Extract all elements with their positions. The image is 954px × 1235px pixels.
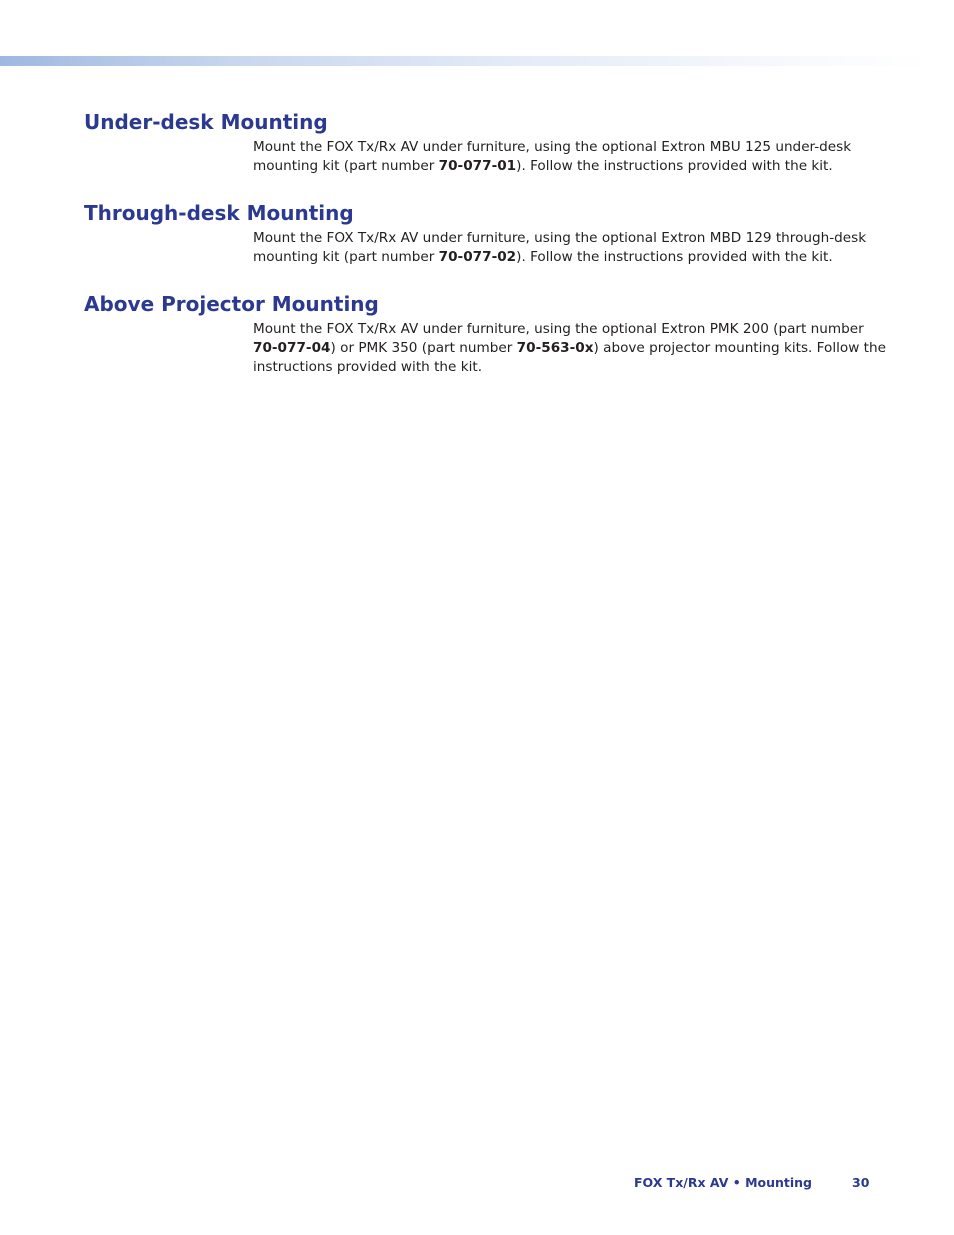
text-run: Mount the FOX Tx/Rx AV under furniture, using the optional Extron MBU 125 under-desk <box>253 139 852 155</box>
header-gradient-bar <box>0 56 930 66</box>
paragraph-line <box>253 138 873 157</box>
part-number: 70-077-01 <box>438 157 517 174</box>
page-footer <box>0 1175 954 1193</box>
footer-title: FOX Tx/Rx AV • Mounting <box>633 1175 812 1190</box>
text-run: mounting kit (part number <box>253 157 439 174</box>
section-body <box>253 229 873 267</box>
paragraph-line <box>253 248 873 267</box>
text-run: ) or PMK 350 (part number <box>330 339 517 356</box>
part-number: 70-077-02 <box>438 248 517 265</box>
text-run: mounting kit (part number <box>253 248 439 265</box>
paragraph-line <box>253 229 873 248</box>
section-body <box>253 320 886 376</box>
paragraph-line <box>253 157 873 176</box>
paragraph-line <box>253 320 873 339</box>
text-run: ). Follow the instructions provided with the kit. <box>516 157 833 174</box>
paragraph-line <box>253 339 886 358</box>
section-heading: Through-desk Mounting <box>84 201 354 225</box>
section-heading: Above Projector Mounting <box>84 292 379 316</box>
part-number: 70-563-0x <box>516 339 594 356</box>
page-number: 30 <box>852 1175 870 1190</box>
text-run: Mount the FOX Tx/Rx AV under furniture, using the optional Extron PMK 200 (part number <box>253 321 864 337</box>
text-run: instructions provided with the kit. <box>253 358 483 375</box>
text-run: Mount the FOX Tx/Rx AV under furniture, using the optional Extron MBD 129 through-desk <box>253 230 867 246</box>
text-run: ). Follow the instructions provided with the kit. <box>516 248 833 265</box>
text-run: ) above projector mounting kits. Follow the <box>593 339 886 356</box>
part-number: 70-077-04 <box>253 339 331 356</box>
section-body <box>253 138 873 176</box>
section-heading: Under-desk Mounting <box>84 110 328 134</box>
paragraph-line <box>253 358 873 377</box>
